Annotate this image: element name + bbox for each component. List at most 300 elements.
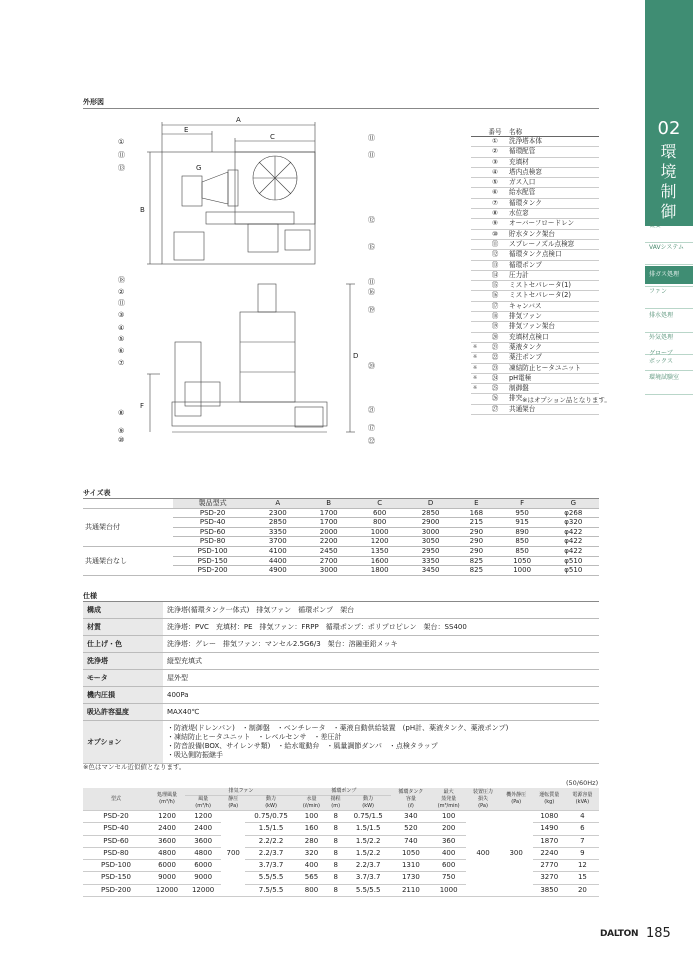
perf-cell: 1.5/2.2 xyxy=(345,847,391,859)
perf-header-weight: 運転質量 (kg) xyxy=(533,788,566,811)
sidebar-divider xyxy=(645,286,693,287)
perf-cell: 750 xyxy=(431,872,467,884)
perf-cell: 6000 xyxy=(149,860,185,872)
perf-cell: 8 xyxy=(326,811,345,823)
spec-value: 縦型充填式 xyxy=(163,653,599,670)
size-header: G xyxy=(548,499,599,508)
perf-cell: 8 xyxy=(326,847,345,859)
perf-cell: 12 xyxy=(566,860,599,872)
freq-label: (50/60Hz) xyxy=(566,779,599,787)
parts-option-mark xyxy=(471,404,483,414)
drawing-callout: ㉒ xyxy=(368,437,375,445)
size-cell: 1000 xyxy=(497,566,548,576)
drawing-callout: ⑳ xyxy=(368,362,375,370)
parts-option-mark xyxy=(471,250,483,260)
perf-cell: 3.7/3.7 xyxy=(245,860,297,872)
drawing-callout: ⑱ xyxy=(118,276,125,284)
spec-key: モータ xyxy=(83,670,163,687)
perf-cell: 520 xyxy=(391,823,431,835)
perf-cell: 8 xyxy=(326,823,345,835)
parts-row xyxy=(471,260,599,270)
sidebar-item[interactable]: VAVシステム xyxy=(649,244,684,251)
parts-row xyxy=(471,332,599,342)
parts-option-mark: ※ xyxy=(471,342,483,352)
perf-cell: 100 xyxy=(431,811,467,823)
parts-no: ㉒ xyxy=(483,353,507,363)
size-cell: 290 xyxy=(456,527,497,537)
parts-no: ⑯ xyxy=(483,291,507,301)
dim-label-d: D xyxy=(353,352,359,360)
parts-no: ④ xyxy=(483,167,507,177)
perf-cell: 2.2/3.7 xyxy=(245,847,297,859)
drawing-callout: ⑫ xyxy=(368,216,375,224)
dim-label-a: A xyxy=(236,116,241,124)
size-header: E xyxy=(456,499,497,508)
parts-name: 排気ファン架台 xyxy=(507,322,599,332)
perf-cell: 565 xyxy=(297,872,326,884)
parts-name: 循環配管 xyxy=(507,147,599,157)
parts-row xyxy=(471,373,599,383)
size-group-label: 共通架台付 xyxy=(83,508,173,546)
drawing-callout: ⑩ xyxy=(118,436,125,444)
size-cell: 2850 xyxy=(252,518,303,528)
perf-cell: 9000 xyxy=(149,872,185,884)
parts-option-mark xyxy=(471,322,483,332)
sidebar-divider xyxy=(645,370,693,371)
parts-option-mark xyxy=(471,188,483,198)
sidebar-divider xyxy=(645,264,693,265)
parts-no: ⑬ xyxy=(483,260,507,270)
size-cell: 1200 xyxy=(354,537,405,547)
parts-name: キャンバス xyxy=(507,301,599,311)
drawing-callout: ⑪ xyxy=(118,151,125,159)
parts-no: ⑰ xyxy=(483,301,507,311)
parts-name: ガス入口 xyxy=(507,178,599,188)
spec-value: 洗浄塔：PVC 充填材：PE 排気ファン：FRPP 循環ポンプ：ポリプロピレン 架台：SS400 xyxy=(163,619,599,636)
size-cell: 290 xyxy=(456,546,497,556)
parts-name: 圧力計 xyxy=(507,270,599,280)
perf-cell: 1200 xyxy=(185,811,221,823)
perf-shared-loss: 400 xyxy=(466,811,499,897)
perf-shared-static-pressure: 700 xyxy=(221,811,245,897)
perf-header-fan-pressure: 静圧 (Pa) xyxy=(221,796,245,811)
spec-value: 洗浄塔：グレー 排気ファン：マンセル2.5G6/3 架台：溶融亜鉛メッキ xyxy=(163,636,599,653)
perf-cell: 3600 xyxy=(149,835,185,847)
dim-label-b: B xyxy=(140,206,145,214)
perf-cell: 8 xyxy=(326,835,345,847)
spec-key: 吸込許容温度 xyxy=(83,704,163,721)
parts-name: 薬注ポンプ xyxy=(507,353,599,363)
spec-option-line: ・防液堤(ドレンパン) ・制御盤 ・ベンチレータ ・薬液自動供給装置 (pH計、薬液タンク、薬液ポンプ) xyxy=(167,724,509,732)
perf-cell: 3270 xyxy=(533,872,566,884)
parts-row xyxy=(471,178,599,188)
perf-header-loss: 装置圧力 損失 (Pa) xyxy=(466,788,499,811)
spec-row xyxy=(83,653,599,670)
drawing-callout: ⑥ xyxy=(118,347,125,355)
parts-option-mark xyxy=(471,198,483,208)
dim-label-f: F xyxy=(140,402,145,410)
perf-group-pump: 循環ポンプ xyxy=(297,788,391,796)
size-cell: 915 xyxy=(497,518,548,528)
parts-row xyxy=(471,281,599,291)
size-cell: 2000 xyxy=(303,527,354,537)
spec-key: 材質 xyxy=(83,619,163,636)
perf-header-outlet: 機外静圧 (Pa) xyxy=(500,788,533,811)
parts-row xyxy=(471,157,599,167)
perf-header-kva: 電源容量 (kVA) xyxy=(566,788,599,811)
perf-row xyxy=(83,811,599,823)
parts-name: 循環ポンプ xyxy=(507,260,599,270)
perf-cell: 1.5/1.5 xyxy=(245,823,297,835)
size-cell: 1350 xyxy=(354,546,405,556)
perf-cell: 200 xyxy=(431,823,467,835)
perf-cell: 1310 xyxy=(391,860,431,872)
parts-no: ㉔ xyxy=(483,373,507,383)
parts-no: ㉓ xyxy=(483,363,507,373)
parts-option-mark xyxy=(471,281,483,291)
spec-value: 屋外型 xyxy=(163,670,599,687)
sidebar-divider xyxy=(645,332,693,333)
parts-row xyxy=(471,239,599,249)
size-cell: 825 xyxy=(456,556,497,566)
sidebar-item[interactable]: 外気処理 xyxy=(649,334,674,341)
perf-cell: 4800 xyxy=(185,847,221,859)
size-cell: 4400 xyxy=(252,556,303,566)
chapter-title-char: 環 xyxy=(660,142,678,161)
parts-option-mark xyxy=(471,291,483,301)
sidebar-item[interactable]: ファン xyxy=(649,288,667,295)
parts-option-mark xyxy=(471,229,483,239)
size-cell: 1050 xyxy=(497,556,548,566)
spec-value: MAX40℃ xyxy=(163,704,599,721)
parts-no: ⑤ xyxy=(483,178,507,188)
drawing-callout: ④ xyxy=(118,324,125,332)
size-header: F xyxy=(497,499,548,508)
perf-header-fan-power: 動力 (kW) xyxy=(245,796,297,811)
spec-key: 機内圧損 xyxy=(83,687,163,704)
perf-cell: 100 xyxy=(297,811,326,823)
dim-label-g: G xyxy=(196,164,202,172)
perf-cell: 360 xyxy=(431,835,467,847)
perf-cell: 740 xyxy=(391,835,431,847)
perf-cell: PSD-150 xyxy=(83,872,149,884)
sidebar-item[interactable]: 概要 xyxy=(649,222,662,229)
perf-cell: 2240 xyxy=(533,847,566,859)
size-cell: 2700 xyxy=(303,556,354,566)
size-cell: 2300 xyxy=(252,508,303,518)
perf-cell: PSD-80 xyxy=(83,847,149,859)
parts-row xyxy=(471,167,599,177)
parts-no: ⑩ xyxy=(483,229,507,239)
page-number: 185 xyxy=(646,926,671,941)
size-cell: PSD-60 xyxy=(173,527,252,537)
drawing-callout: ⑪ xyxy=(118,299,125,307)
parts-name: 排突 xyxy=(507,394,599,404)
perf-cell: 2.2/3.7 xyxy=(345,860,391,872)
perf-cell: 340 xyxy=(391,811,431,823)
parts-row xyxy=(471,270,599,280)
parts-no: ② xyxy=(483,147,507,157)
size-cell: 850 xyxy=(497,537,548,547)
perf-cell: 1200 xyxy=(149,811,185,823)
parts-option-mark xyxy=(471,167,483,177)
size-row xyxy=(83,546,599,556)
spec-note: ※色はマンセル近似値となります。 xyxy=(83,763,186,771)
size-cell: PSD-40 xyxy=(173,518,252,528)
parts-no: ⑪ xyxy=(483,239,507,249)
perf-cell: 2770 xyxy=(533,860,566,872)
parts-option-mark xyxy=(471,394,483,404)
parts-name: 凍結防止ヒータユニット xyxy=(507,363,599,373)
chapter-title-char: 制 xyxy=(660,182,678,201)
size-header: C xyxy=(354,499,405,508)
spec-option-line: ・吸込側防振継手 xyxy=(167,751,223,759)
perf-cell: 1080 xyxy=(533,811,566,823)
size-cell: 3000 xyxy=(405,527,456,537)
chapter-title-char: 境 xyxy=(660,162,678,181)
perf-cell: 2400 xyxy=(149,823,185,835)
size-cell: 1700 xyxy=(303,518,354,528)
parts-row xyxy=(471,342,599,352)
parts-option-mark xyxy=(471,332,483,342)
parts-table xyxy=(471,126,599,415)
parts-option-mark xyxy=(471,147,483,157)
drawing-callout: ⑪ xyxy=(368,278,375,286)
parts-row xyxy=(471,188,599,198)
parts-row xyxy=(471,291,599,301)
size-cell: 2200 xyxy=(303,537,354,547)
spec-option-line: ・凍結防止ヒータユニット ・レベルセンサ ・差圧計 xyxy=(167,733,342,741)
sidebar-item[interactable]: グローブ ボックス xyxy=(649,350,673,365)
spec-heading: 仕様 xyxy=(83,592,97,600)
parts-option-mark: ※ xyxy=(471,373,483,383)
perf-cell: 0.75/0.75 xyxy=(245,811,297,823)
spec-key: 洗浄塔 xyxy=(83,653,163,670)
parts-name: ミストセパレータ(2) xyxy=(507,291,599,301)
perf-header-capacity: 処理風量 (m³/h) xyxy=(149,788,185,811)
spec-value: 400Pa xyxy=(163,687,599,704)
size-cell: 168 xyxy=(456,508,497,518)
perf-cell: PSD-100 xyxy=(83,860,149,872)
perf-cell: 15 xyxy=(566,872,599,884)
perf-cell: 160 xyxy=(297,823,326,835)
parts-no: ㉖ xyxy=(483,394,507,404)
perf-cell: PSD-20 xyxy=(83,811,149,823)
perf-cell: PSD-200 xyxy=(83,884,149,896)
perf-cell: 8 xyxy=(326,884,345,896)
spec-row xyxy=(83,602,599,619)
parts-row xyxy=(471,137,599,147)
spec-key: 構成 xyxy=(83,602,163,619)
parts-name: 充填材 xyxy=(507,157,599,167)
size-cell: φ422 xyxy=(548,527,599,537)
parts-header-name: 名称 xyxy=(507,126,599,137)
perf-cell: 2400 xyxy=(185,823,221,835)
parts-name: 排気ファン xyxy=(507,312,599,322)
perf-cell: 12000 xyxy=(185,884,221,896)
size-row xyxy=(83,508,599,518)
parts-row xyxy=(471,404,599,414)
spec-table xyxy=(83,602,599,764)
perf-header-pump-flow: 水量 (ℓ/min) xyxy=(297,796,326,811)
parts-row xyxy=(471,353,599,363)
size-cell: 215 xyxy=(456,518,497,528)
perf-cell: 400 xyxy=(297,860,326,872)
size-cell: φ422 xyxy=(548,546,599,556)
perf-cell: 12000 xyxy=(149,884,185,896)
perf-cell: 1050 xyxy=(391,847,431,859)
parts-row xyxy=(471,250,599,260)
chapter-sidebar xyxy=(645,0,693,960)
drawing-callout: ⑪ xyxy=(368,134,375,142)
size-cell: PSD-150 xyxy=(173,556,252,566)
chapter-title-char: 御 xyxy=(660,202,678,221)
size-cell: 3350 xyxy=(405,556,456,566)
perf-header-tank: 循環タンク 容量 (ℓ) xyxy=(391,788,431,811)
drawing-callout: ⑨ xyxy=(118,427,125,435)
parts-header-no: 番号 xyxy=(483,126,507,137)
sidebar-divider xyxy=(645,242,693,243)
drawing-callout: ⑰ xyxy=(368,424,375,432)
drawing-callout: ㉑ xyxy=(368,406,375,414)
size-cell: 3050 xyxy=(405,537,456,547)
size-cell: φ320 xyxy=(548,518,599,528)
size-cell: 2950 xyxy=(405,546,456,556)
parts-row xyxy=(471,363,599,373)
drawing-callout: ⑯ xyxy=(368,288,375,296)
size-cell: φ268 xyxy=(548,508,599,518)
drawing-callout: ⑬ xyxy=(118,164,125,172)
parts-no: ⑭ xyxy=(483,270,507,280)
perf-shared-outlet: 300 xyxy=(500,811,533,897)
perf-cell: 800 xyxy=(297,884,326,896)
perf-cell: 600 xyxy=(431,860,467,872)
perf-cell: 9000 xyxy=(185,872,221,884)
size-cell: φ510 xyxy=(548,566,599,576)
perf-group-fan: 排気ファン xyxy=(185,788,297,796)
perf-cell: 1000 xyxy=(431,884,467,896)
size-heading: サイズ表 xyxy=(83,489,111,497)
size-cell: 3350 xyxy=(252,527,303,537)
parts-option-mark xyxy=(471,270,483,280)
perf-cell: 6 xyxy=(566,823,599,835)
perf-cell: 1.5/1.5 xyxy=(345,823,391,835)
perf-cell: 4 xyxy=(566,811,599,823)
spec-value: 洗浄塔(循環タンク一体式) 排気ファン 循環ポンプ 架台 xyxy=(163,602,599,619)
parts-row xyxy=(471,209,599,219)
dim-label-e: E xyxy=(184,126,189,134)
outline-drawing xyxy=(110,112,390,452)
sidebar-item[interactable]: 排水処理 xyxy=(649,312,674,319)
perf-cell: 3850 xyxy=(533,884,566,896)
parts-option-mark xyxy=(471,239,483,249)
parts-no: ⑨ xyxy=(483,219,507,229)
parts-name: 薬液タンク xyxy=(507,342,599,352)
perf-cell: 2.2/2.2 xyxy=(245,835,297,847)
parts-option-mark xyxy=(471,209,483,219)
perf-cell: 2110 xyxy=(391,884,431,896)
chapter-title xyxy=(645,142,693,222)
parts-note: ※はオプション品となります。 xyxy=(522,396,611,404)
perf-cell: 20 xyxy=(566,884,599,896)
parts-name: 循環タンク xyxy=(507,198,599,208)
parts-row xyxy=(471,229,599,239)
parts-option-mark xyxy=(471,219,483,229)
parts-no: ⑦ xyxy=(483,198,507,208)
parts-name: 循環タンク点検口 xyxy=(507,250,599,260)
drawing-callout: ⑦ xyxy=(118,359,125,367)
parts-name: 給水配管 xyxy=(507,188,599,198)
perf-cell: 3.7/3.7 xyxy=(345,872,391,884)
perf-cell: 5.5/5.5 xyxy=(345,884,391,896)
parts-name: オーバーフロードレン xyxy=(507,219,599,229)
parts-option-mark: ※ xyxy=(471,363,483,373)
size-cell: 800 xyxy=(354,518,405,528)
perf-cell: 3600 xyxy=(185,835,221,847)
drawing-callout: ⑧ xyxy=(118,409,125,417)
sidebar-item[interactable]: 排ガス処理 xyxy=(645,266,693,284)
parts-no: ⑫ xyxy=(483,250,507,260)
parts-name: ミストセパレータ(1) xyxy=(507,281,599,291)
spec-row xyxy=(83,619,599,636)
parts-no: ⑮ xyxy=(483,281,507,291)
perf-header-pump-head: 揚程 (m) xyxy=(326,796,345,811)
parts-no: ⑲ xyxy=(483,322,507,332)
perf-cell: 6000 xyxy=(185,860,221,872)
size-group-label: 共通架台なし xyxy=(83,546,173,575)
dim-label-c: C xyxy=(270,133,275,141)
parts-no: ⑧ xyxy=(483,209,507,219)
perf-cell: 0.75/1.5 xyxy=(345,811,391,823)
size-cell: 290 xyxy=(456,537,497,547)
spec-row xyxy=(83,704,599,721)
parts-row xyxy=(471,147,599,157)
parts-no: ③ xyxy=(483,157,507,167)
spec-option-list xyxy=(163,721,599,764)
perf-cell: 5.5/5.5 xyxy=(245,872,297,884)
perf-cell: 8 xyxy=(326,872,345,884)
perf-cell: PSD-60 xyxy=(83,835,149,847)
parts-option-mark xyxy=(471,178,483,188)
drawing-callout: ③ xyxy=(118,311,125,319)
size-cell: 3000 xyxy=(303,566,354,576)
size-header: 製品型式 xyxy=(173,499,252,508)
size-cell: PSD-80 xyxy=(173,537,252,547)
parts-no: ⑥ xyxy=(483,188,507,198)
parts-name: 洗浄塔本体 xyxy=(507,137,599,147)
parts-option-mark: ※ xyxy=(471,353,483,363)
perf-cell: PSD-40 xyxy=(83,823,149,835)
size-header: D xyxy=(405,499,456,508)
parts-name: 貯水タンク架台 xyxy=(507,229,599,239)
size-cell: 1600 xyxy=(354,556,405,566)
perf-cell: 280 xyxy=(297,835,326,847)
spec-option-line: ・防音設備(BOX、サイレンサ類) ・給水電動弁 ・風量調節ダンパ ・点検タラップ xyxy=(167,742,438,750)
size-cell: 1800 xyxy=(354,566,405,576)
parts-name: スプレーノズル点検窓 xyxy=(507,239,599,249)
size-cell: PSD-20 xyxy=(173,508,252,518)
size-cell: 950 xyxy=(497,508,548,518)
spec-row xyxy=(83,687,599,704)
parts-option-mark xyxy=(471,157,483,167)
parts-no: ㉑ xyxy=(483,342,507,352)
parts-row xyxy=(471,312,599,322)
parts-name: pH電極 xyxy=(507,373,599,383)
sidebar-item[interactable]: 環境試験室 xyxy=(649,374,680,381)
outline-heading: 外形図 xyxy=(83,98,104,106)
size-cell: 3700 xyxy=(252,537,303,547)
size-cell: 2900 xyxy=(405,518,456,528)
